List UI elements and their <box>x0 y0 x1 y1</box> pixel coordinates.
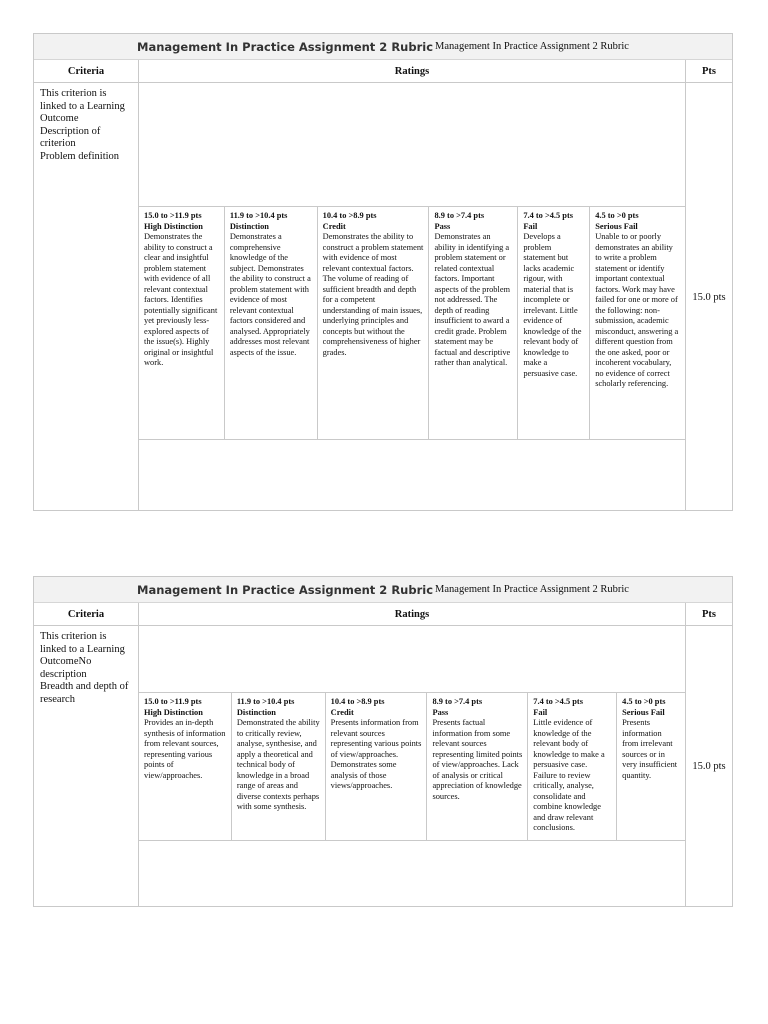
rating-points: 8.9 to >7.4 pts <box>432 697 483 706</box>
criterion-points: 15.0 pts <box>692 291 726 303</box>
criterion-outcome-note: This criterion is linked to a Learning OutcomeNo description <box>40 631 125 680</box>
rating-option <box>427 693 528 840</box>
rating-description: Provides an in-depth synthesis of information from relevant sources, representing various points of view/approaches. <box>144 718 226 780</box>
rating-points: 4.5 to >0 pts <box>622 697 666 706</box>
pts-header: Pts <box>702 65 716 77</box>
header-row <box>34 603 732 626</box>
rating-points: 8.9 to >7.4 pts <box>434 211 485 220</box>
rating-description: Demonstrates a comprehensive knowledge of the subject. Demonstrates the ability to construct a problem statement with evidence of most relevant contextual factors considered and analysed. Appropriately addresses most relevant aspects of the issue. <box>229 232 311 357</box>
rating-name: Pass <box>432 707 449 717</box>
rating-points: 15.0 to >11.9 pts <box>144 697 202 706</box>
ratings-cell <box>139 83 686 511</box>
rating-name: Serious Fail <box>595 221 638 231</box>
rating-description: Little evidence of knowledge of the relevant body of knowledge to make a persuasive case. Failure to review critically, analyse, consolidate and combine knowledge and draw relevant conclusions. <box>533 718 605 832</box>
criterion-title: Breadth and depth of research <box>40 681 129 705</box>
rubric-title <box>34 34 732 60</box>
rubric-title-plain: Management In Practice Assignment 2 Rubric <box>435 41 629 52</box>
rating-points: 15.0 to >11.9 pts <box>144 211 202 220</box>
rating-option <box>139 693 232 840</box>
rating-name: Credit <box>330 707 354 717</box>
rating-description: Demonstrates an ability in identifying a problem statement or related contextual factors. Important aspects of the problem not addressed. The depth of reading insufficient to award a credit grade. Problem statement may be factual and descriptive rather than analytical. <box>434 232 511 367</box>
rating-description: Presents information from relevant sources representing various points of view/approaches. Demonstrates some analysis of those views/approaches. <box>330 718 422 790</box>
rating-points: 11.9 to >10.4 pts <box>229 211 288 220</box>
rating-options <box>139 206 685 440</box>
rubric-title-bold: Management In Practice Assignment 2 Rubric <box>137 39 434 54</box>
rating-option <box>326 693 428 840</box>
rating-description: Demonstrates the ability to construct a clear and insightful problem statement with evidence of all relevant contextual factors. Identifies potentially significant yet previously less-explored aspects of the issue(s). Highly original or insightful work. <box>144 232 218 367</box>
rating-option <box>225 207 318 439</box>
rating-description: Demonstrated the ability to critically review, analyse, synthesise, and apply a theoretical and technical body of knowledge in a broad range of areas and diverse contexts perhaps with some synthesis. <box>236 718 320 811</box>
rating-options <box>139 692 685 841</box>
ratings-header: Ratings <box>139 60 686 82</box>
rating-description: Presents information from irrelevant sources or in very insufficient quantity. <box>622 718 678 780</box>
rating-name: Serious Fail <box>622 707 665 717</box>
rating-option <box>528 693 617 840</box>
rating-name: Credit <box>322 221 346 231</box>
rating-name: Fail <box>523 221 538 231</box>
rating-description: Develops a problem statement but lacks academic rigour, with material that is incomplete or irrelevant. Little evidence of knowledge of the relevant body of knowledge to make a persuasive case. <box>523 232 582 378</box>
rating-points: 4.5 to >0 pts <box>595 211 639 220</box>
rating-option <box>590 207 685 439</box>
rating-points: 7.4 to >4.5 pts <box>533 697 583 706</box>
rating-points: 7.4 to >4.5 pts <box>523 211 573 220</box>
rating-name: High Distinction <box>144 221 203 231</box>
rating-option <box>139 207 225 439</box>
rating-description: Unable to or poorly demonstrates an ability to write a problem statement or identify important contextual factors. Work may have failed for one or more of the following: non-submission, academic misconduct, answering a different question from the one asked, poor or incoherent vocabulary, no evidence of correct scholarly referencing. <box>595 232 679 388</box>
criterion-outcome-note: This criterion is linked to a Learning Outcome <box>40 88 125 124</box>
rating-name: Pass <box>434 221 451 231</box>
criterion-row <box>34 83 732 511</box>
rating-points: 11.9 to >10.4 pts <box>236 697 295 706</box>
criterion-title: Problem definition <box>40 150 120 162</box>
pts-header: Pts <box>702 608 716 620</box>
rating-option <box>318 207 430 439</box>
rating-name: Distinction <box>236 707 276 717</box>
rating-option <box>429 207 518 439</box>
criteria-header: Criteria <box>34 603 139 625</box>
criterion-cell <box>34 83 139 511</box>
rubric-table <box>33 576 733 907</box>
criterion-cell <box>34 626 139 907</box>
rubric-title-plain: Management In Practice Assignment 2 Rubric <box>435 584 629 595</box>
rating-description: Demonstrates the ability to construct a problem statement with evidence of most relevant contextual factors. The volume of reading of sufficient breadth and depth for a competent understanding of main issues, underlying principles and concepts but without the comprehensiveness of higher grades. <box>322 232 424 357</box>
rubric-title-bold: Management In Practice Assignment 2 Rubric <box>137 582 434 597</box>
rating-name: High Distinction <box>144 707 203 717</box>
header-row <box>34 60 732 83</box>
ratings-header: Ratings <box>139 603 686 625</box>
rubric-table <box>33 33 733 511</box>
rating-option <box>232 693 326 840</box>
criterion-points: 15.0 pts <box>692 761 726 772</box>
criteria-header: Criteria <box>34 60 139 82</box>
rating-name: Distinction <box>229 221 269 231</box>
rating-name: Fail <box>533 707 548 717</box>
rating-points: 10.4 to >8.9 pts <box>322 211 377 220</box>
criterion-row <box>34 626 732 907</box>
rubric-title <box>34 577 732 603</box>
ratings-cell <box>139 626 686 907</box>
rating-option <box>617 693 685 840</box>
criterion-description: Description of criterion <box>40 125 101 149</box>
rating-description: Presents factual information from some relevant sources representing limited points of view/approaches. Lack of analysis or critical appreciation of knowledge sources. <box>432 718 523 801</box>
rating-points: 10.4 to >8.9 pts <box>330 697 385 706</box>
rating-option <box>518 207 590 439</box>
